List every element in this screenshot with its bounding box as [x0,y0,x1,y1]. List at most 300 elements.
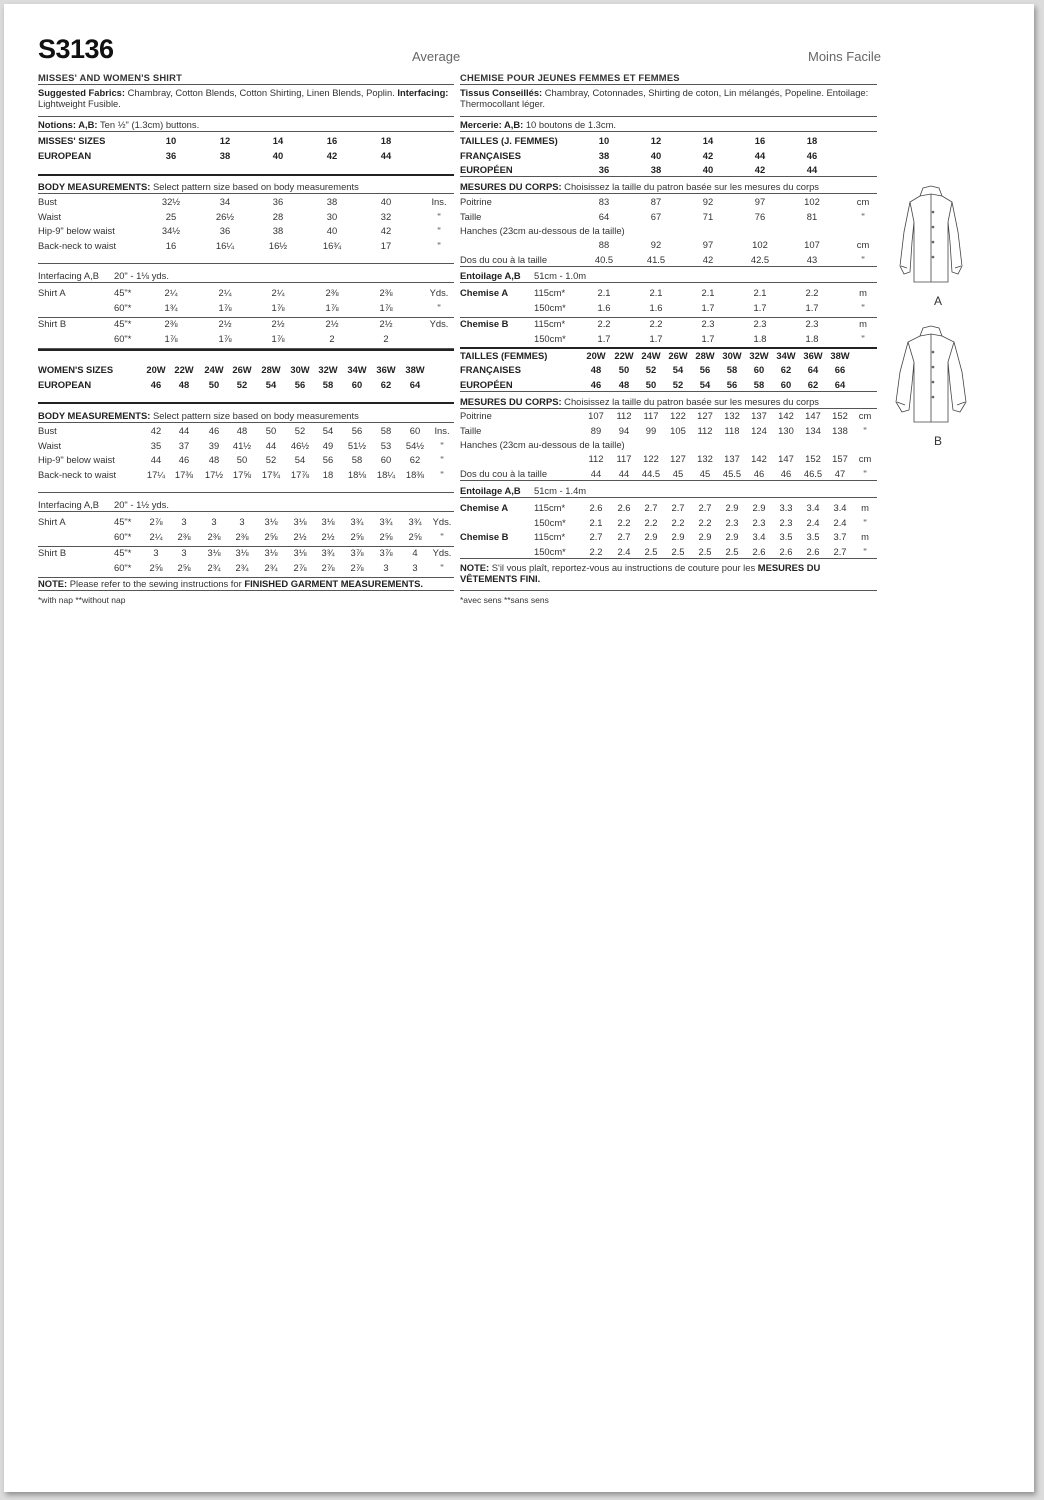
women-europeen-value: 54 [699,379,711,390]
misses-hips-value: 107 [804,239,820,250]
shirt-yardage-value: 3.5 [779,531,793,542]
suggested-fabrics [460,87,877,109]
interfacing-row-label: Entoilage A,B [460,485,521,496]
misses-francaises-value: 42 [702,150,714,161]
misses-back-unit: " [861,254,865,265]
body-measurements-text: Select pattern size based on body measurements [150,181,359,192]
note-label: NOTE: [38,578,68,589]
women-europeen-value: 52 [672,379,684,390]
shirt-yardage-label: Chemise B [460,531,509,542]
women-hips-value: 157 [832,453,848,464]
shirt-yardage-value: 2½ [218,318,232,329]
women-hips-value: 142 [751,453,767,464]
shirt-yardage-value: 2.1 [701,287,715,298]
divider [38,422,454,423]
shirt-yardage-label: Shirt B [38,318,67,329]
shirt-yardage-value: 2.5 [671,545,685,557]
shirt-yardage-value: 3⅛ [264,547,278,558]
women-body-row-value: 58 [351,454,363,465]
pattern-code: S3136 [38,34,114,64]
women-francaises-value: 64 [807,364,819,375]
women-body-row-value: 49 [322,439,334,451]
view-b-illustration [892,322,970,448]
women-body-row-value: 44 [265,439,277,451]
misses-body-row-label: Waist [38,210,62,222]
misses-size-value: 18 [806,135,818,146]
women-body-row-value: 52 [294,425,306,436]
footnote: *avec sens **sans sens [460,595,549,605]
shirt-yardage-value: 2⅝ [379,530,393,542]
divider [460,408,877,409]
women-back-unit: " [863,468,867,479]
misses-size-value: 14 [702,135,714,146]
shirt-yardage-value: 2⅜ [235,530,249,542]
shirt-yardage-value: 1.7 [753,301,767,313]
shirt-yardage-value: 2.1 [753,287,767,298]
misses-hips-unit: cm [856,239,870,250]
women-body-row-value: 17⅞ [290,468,310,480]
pattern-title: MISSES' AND WOMEN'S SHIRT [38,72,183,83]
interfacing-row-text: 20" - 1½ yds. [114,499,169,510]
shirt-yardage-value: 3 [383,561,389,573]
shirt-yardage-value: 2⅜ [177,530,191,542]
misses-francaises-value: 40 [650,150,662,161]
women-size-value: 26W [232,364,252,375]
shirt-yardage-unit: " [861,332,865,344]
women-body-row-value: 44 [178,425,190,436]
misses-body-row-value: 32½ [161,196,181,207]
shirt-yardage-value: 2⅝ [177,561,191,573]
misses-european-value: 36 [165,150,177,161]
misses-back-value: 42.5 [750,254,770,265]
divider [460,391,877,392]
misses-size-value: 14 [272,135,284,146]
shirt-yardage-unit: m [859,318,867,329]
women-body-row-value: 132 [724,410,740,421]
women-size-value: 30W [722,350,742,361]
divider [38,84,454,85]
notions-text: Ten ½" (1.3cm) buttons. [97,119,200,130]
shirt-yardage-value: 2⅜ [325,287,339,298]
shirt-yardage-value: 2.6 [806,545,820,557]
shirt-yardage-value: 2¾ [207,561,221,573]
misses-hips-value: 92 [650,239,662,250]
shirt-yardage-value: 2.7 [833,545,847,557]
women-body-row-unit: " [440,439,444,451]
women-body-row-value: 54½ [405,439,425,451]
shirt-yardage-unit: " [863,545,867,557]
shirt-yardage-value: 2⅞ [293,561,307,573]
shirt-yardage-value: 1.6 [597,301,611,313]
women-back-value: 46 [780,468,792,479]
shirt-yardage-value: 3¾ [408,516,422,527]
women-body-row-value: 18¼ [376,468,396,480]
women-size-label: WOMEN'S SIZES [38,364,114,375]
women-body-row-value: 50 [236,454,248,465]
shirt-yardage-value: 2.2 [617,516,631,528]
divider [38,511,454,512]
divider [460,497,877,498]
misses-body-row-value: 92 [702,196,714,207]
women-body-row-value: 44 [150,454,162,465]
interfacing-row-label: Entoilage A,B [460,270,521,281]
fabric-width: 60"* [114,301,132,313]
body-measurements-label: BODY MEASUREMENTS: [38,181,151,192]
shirt-yardage-value: 3.4 [752,531,766,542]
shirt-yardage-value: 2¼ [164,287,178,298]
women-francaises-label: FRANÇAISES [460,364,521,375]
women-size-value: 24W [204,364,224,375]
misses-body-row-value: 16 [165,239,177,251]
fabric-width: 60"* [114,530,132,542]
women-body-row-value: 54 [294,454,306,465]
women-hips-value: 137 [724,453,740,464]
shirt-yardage-value: 2.4 [833,516,847,528]
misses-europeen-label: EUROPÉEN [460,164,513,175]
women-body-row-value: 18⅜ [405,468,425,480]
note [460,562,877,584]
shirt-yardage-value: 2⅜ [207,530,221,542]
women-europeen-value: 48 [618,379,630,390]
women-european-value: 60 [351,379,363,390]
women-hips-unit: cm [858,453,872,464]
women-body-row-value: 48 [236,425,248,436]
misses-europeen-value: 44 [806,164,818,175]
divider [38,263,454,264]
women-francaises-value: 58 [726,364,738,375]
women-francaises-value: 50 [618,364,630,375]
shirt-yardage-value: 2⅜ [164,318,178,329]
shirt-yardage-unit: m [861,531,869,542]
women-body-row-value: 62 [409,454,421,465]
fabric-width: 115cm* [534,502,566,513]
shirt-yardage-value: 3⅛ [264,516,278,527]
shirt-yardage-value: 3 [239,516,245,527]
women-european-label: EUROPEAN [38,379,92,390]
misses-back-label: Dos du cou à la taille [460,254,548,265]
divider [38,349,454,351]
difficulty-french: Moins Facile [808,49,881,64]
shirt-yardage-value: 2¼ [271,287,285,298]
note-text: Please refer to the sewing instructions for [67,578,245,589]
women-body-row-value: 56 [351,425,363,436]
shirt-yardage-value: 2½ [379,318,393,329]
shirt-yardage-value: 1.7 [597,332,611,344]
women-body-row-label: Poitrine [460,410,492,421]
women-back-value: 45 [699,468,711,479]
interfacing-label: Interfacing: [397,87,449,98]
misses-hips-value: 88 [598,239,610,250]
shirt-yardage-value: 2.3 [805,318,819,329]
women-body-row-value: 112 [697,424,713,436]
misses-body-row-value: 97 [754,196,766,207]
misses-body-row-value: 25 [165,210,177,222]
misses-europeen-value: 42 [754,164,766,175]
shirt-yardage-value: 2.6 [589,502,603,513]
women-european-value: 64 [409,379,421,390]
fabrics-text: Chambray, Cotonnades, Shirting de coton, Lin mélangés, Popeline. Entoilage: Thermocollant léger. [460,87,869,109]
shirt-yardage-value: 2.7 [698,502,712,513]
women-body-row-value: 147 [805,410,821,421]
shirt-yardage-label: Chemise A [460,502,509,513]
divider [38,174,454,176]
interfacing-row-label: Interfacing A,B [38,499,99,510]
shirt-yardage-value: 2¼ [218,287,232,298]
women-europeen-value: 46 [590,379,602,390]
women-european-value: 46 [150,379,162,390]
misses-body-row-value: 81 [806,210,818,222]
divider [460,282,877,283]
women-body-row-value: 99 [645,424,657,436]
misses-body-row-label: Poitrine [460,196,492,207]
fabric-width: 115cm* [534,318,566,329]
fabric-width: 45"* [114,547,132,558]
women-body-row-value: 17⅝ [232,468,252,480]
misses-hips-value: 97 [702,239,714,250]
women-size-value: 20W [586,350,606,361]
women-body-row-value: 35 [150,439,162,451]
women-body-row-value: 122 [670,410,686,421]
women-size-value: 28W [695,350,715,361]
difficulty-english: Average [412,49,461,64]
shirt-yardage-value: 2.1 [589,516,603,528]
misses-european-value: 40 [272,150,284,161]
misses-body-row-value: 71 [702,210,714,222]
women-back-value: 44.5 [641,468,661,479]
shirt-yardage-value: 4 [412,547,418,558]
women-europeen-value: 50 [645,379,657,390]
women-body-row-value: 137 [751,410,767,421]
misses-body-row-value: 32 [380,210,392,222]
body-measurements-heading [460,181,877,192]
shirt-yardage-value: 2.9 [752,502,766,513]
shirt-yardage-value: 2.7 [671,502,685,513]
misses-body-row-value: 64 [598,210,610,222]
misses-body-row-value: 76 [754,210,766,222]
women-size-value: 22W [174,364,194,375]
misses-body-row-unit: " [861,210,865,222]
hips-label: Hanches (23cm au-dessous de la taille) [460,439,625,450]
misses-back-value: 41.5 [646,254,666,265]
body-measurements-label: BODY MEASUREMENTS: [38,410,151,421]
pattern-title: CHEMISE POUR JEUNES FEMMES ET FEMMES [460,72,680,83]
shirt-yardage-value: 2.4 [806,516,820,528]
footnote: *with nap **without nap [38,595,126,605]
body-measurements-text: Choisissez la taille du patron basée sur les mesures du corps [561,396,819,407]
shirt-yardage-unit: Yds. [432,547,452,558]
women-european-value: 48 [178,379,190,390]
shirt-yardage-value: 2⅝ [149,561,163,573]
shirt-yardage-value: 1.7 [649,332,663,344]
pattern-envelope-back [4,4,1034,1492]
shirt-yardage-value: 2.2 [698,516,712,528]
body-measurements-heading [460,396,877,407]
women-hips-value: 147 [778,453,794,464]
misses-body-row-value: 38 [326,196,338,207]
view-a-label: A [934,294,943,308]
shirt-yardage-value: 2¾ [264,561,278,573]
women-body-row-label: Taille [460,424,482,436]
shirt-yardage-value: 2.9 [671,531,685,542]
shirt-yardage-value: 2.9 [698,531,712,542]
women-back-value: 44 [590,468,602,479]
women-hips-value: 112 [588,453,604,464]
women-body-row-value: 89 [590,424,602,436]
women-body-row-value: 54 [322,425,334,436]
women-europeen-value: 56 [726,379,738,390]
women-body-row-value: 42 [150,425,162,436]
note-label: NOTE: [460,562,490,573]
women-size-label: TAILLES (FEMMES) [460,350,548,361]
shirt-yardage-value: 2¼ [149,530,163,542]
women-body-row-value: 51½ [347,439,367,451]
divider [460,84,877,85]
divider [460,558,877,559]
women-body-row-value: 134 [805,424,821,436]
fabrics-label: Suggested Fabrics: [38,87,125,98]
shirt-yardage-value: 3.5 [806,531,820,542]
shirt-yardage-value: 2⅞ [350,561,364,573]
shirt-yardage-value: 2½ [271,318,285,329]
women-body-row-value: 112 [616,410,632,421]
shirt-yardage-value: 2.9 [644,531,658,542]
note-bold: MESURES DU VÊTEMENTS FINI. [460,562,821,584]
women-francaises-value: 60 [753,364,765,375]
misses-body-row-label: Bust [38,196,57,207]
misses-back-value: 43 [806,254,818,265]
women-body-row-value: 105 [670,424,686,436]
shirt-yardage-value: 2.3 [725,516,739,528]
women-body-row-value: 18⅛ [347,468,367,480]
misses-body-row-value: 34½ [161,225,181,236]
notions-label: Mercerie: A,B: [460,119,524,130]
women-body-row-unit: " [440,454,444,465]
shirt-yardage-value: 1.7 [701,332,715,344]
women-body-row-value: 46 [178,454,190,465]
shirt-yardage-value: 2.2 [805,287,819,298]
fabric-width: 60"* [114,561,132,573]
misses-body-row-value: 87 [650,196,662,207]
shirt-yardage-value: 3⅛ [293,516,307,527]
notions-label: Notions: A,B: [38,119,98,130]
shirt-yardage-unit: " [440,561,444,573]
divider [38,402,454,404]
misses-body-row-value: 16¼ [215,239,235,251]
shirt-yardage-unit: Yds. [432,516,452,527]
shirt-yardage-value: 1⅞ [218,332,232,344]
shirt-yardage-value: 1.8 [805,332,819,344]
women-back-value: 46 [753,468,765,479]
women-body-row-value: 17⅜ [174,468,194,480]
women-francaises-value: 48 [590,364,602,375]
women-europeen-label: EUROPÉEN [460,379,513,390]
misses-body-row-value: 42 [380,225,392,236]
women-size-value: 32W [318,364,338,375]
shirt-yardage-value: 2.3 [752,516,766,528]
view-a-illustration [892,182,970,308]
fabrics-text: Chambray, Cotton Blends, Cotton Shirting, Linen Blends, Poplin. [125,87,398,98]
women-body-row-unit: cm [858,410,872,421]
fabric-width: 45"* [114,287,132,298]
women-body-row-label: Hip-9" below waist [38,454,115,465]
shirt-yardage-value: 2.5 [644,545,658,557]
misses-body-row-value: 28 [272,210,284,222]
misses-body-row-unit: Ins. [431,196,447,207]
shirt-yardage-value: 2 [329,332,335,344]
women-body-row-label: Back-neck to waist [38,468,117,480]
interfacing-row-text: 51cm - 1.4m [534,485,587,496]
women-size-value: 38W [830,350,850,361]
misses-francaises-value: 46 [806,150,818,161]
women-european-value: 56 [294,379,306,390]
fabric-width: 115cm* [534,531,566,542]
misses-back-value: 42 [702,254,714,265]
misses-body-row-unit: " [437,210,441,222]
misses-europeen-value: 38 [650,164,662,175]
shirt-yardage-value: 1.6 [649,301,663,313]
divider [460,193,877,194]
women-hips-value: 152 [805,453,821,464]
shirt-yardage-value: 3.7 [833,531,847,542]
misses-back-value: 40.5 [594,254,614,265]
shirt-yardage-unit: Yds. [429,287,449,298]
divider [38,193,454,194]
shirt-yardage-value: 2½ [321,530,335,542]
misses-body-row-value: 26½ [215,210,235,222]
shirt-yardage-value: 2⅞ [149,516,163,527]
shirt-yardage-value: 3⅛ [293,547,307,558]
shirt-yardage-value: 2.7 [617,531,631,542]
shirt-yardage-value: 3.4 [806,502,820,513]
shirt-yardage-value: 2⅝ [408,530,422,542]
shirt-yardage-value: 2.5 [725,545,739,557]
misses-size-label: MISSES' SIZES [38,135,106,146]
shirt-yardage-value: 2.6 [779,545,793,557]
divider [38,492,454,493]
women-european-value: 54 [265,379,277,390]
fabrics-label: Tissus Conseillés: [460,87,543,98]
misses-body-row-value: 17 [380,239,392,251]
misses-size-value: 18 [380,135,392,146]
misses-body-row-value: 67 [650,210,662,222]
women-size-value: 28W [261,364,281,375]
shirt-yardage-value: 2⅜ [379,287,393,298]
shirt-yardage-value: 2.1 [649,287,663,298]
divider [460,480,877,481]
women-body-row-value: 142 [778,410,794,421]
women-body-row-value: 58 [380,425,392,436]
women-body-row-value: 130 [778,424,794,436]
misses-size-value: 10 [165,135,177,146]
shirt-a-icon [892,182,970,292]
shirt-yardage-value: 1⅞ [271,301,285,313]
misses-body-row-value: 83 [598,196,610,207]
women-body-row-label: Waist [38,439,62,451]
misses-body-row-unit: " [437,225,441,236]
shirt-yardage-value: 1.8 [753,332,767,344]
women-size-value: 36W [376,364,396,375]
divider [460,590,877,591]
women-body-row-value: 117 [643,410,659,421]
women-body-row-value: 46 [208,425,220,436]
divider [38,282,454,283]
divider [460,347,877,349]
shirt-yardage-unit: " [440,530,444,542]
shirt-yardage-value: 3¾ [379,516,393,527]
shirt-yardage-value: 1⅞ [271,332,285,344]
women-francaises-value: 66 [834,364,846,375]
misses-body-row-label: Taille [460,210,482,222]
